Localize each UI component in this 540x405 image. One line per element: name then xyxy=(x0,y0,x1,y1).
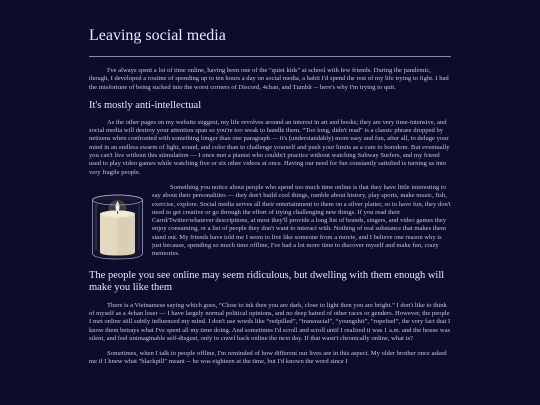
section-heading-online-people: The people you see online may seem ridiculous, but dwelling with them enough will make you like them xyxy=(89,269,445,294)
section1-paragraph-2: Something you notice about people who spend too much time online is that they have little interesting to say about their personalities — they don't build cool things, ramble about history, play sports, make music, fish, exercise, explore. Social media serves all their entertainment to them on a silver platter, so to have fun, they don't need to get creative or go through the effort of trying challenging new things. If you read their Carrd/Twitter/whatever descriptions, at most they'll provide a long list of brands, singers, and video games they enjoy consuming, or a list of people they don't want to interact with. Nothing of real substance that makes them stand out. My friends have told me I seem to live like someone from a movie, and I believe one reason why is just because, spending so much time offline, I've had a lot more time to discover myself and make fun, crazy memories. xyxy=(152,183,451,258)
figure-wrap xyxy=(89,184,451,266)
section2-paragraph-1: There is a Vietnamese saying which goes, “Close to ink then you are dark, close to light then you are bright.” I don't like to think of myself as a 4chan loser — I have largely normal political opinions, and no deep hatred of other races or genders. However, the people I met online still subtly influenced my mind. I don't use words like “redpilled”, “transracial”, “youngshit”, “ropefuel”, the very fact that I know them betrays what I've spent all my time doing. And sometimes I'd scroll and scroll until I realized it was 1 a.m. and the house was silent, and feel unimaginable self-disgust, only to crawl back online the next day. If that wasn't chronically online, what is? xyxy=(89,301,451,342)
title-divider xyxy=(89,56,451,57)
section-heading-anti-intellectual: It's mostly anti-intellectual xyxy=(89,99,202,111)
intro-paragraph: I've always spent a lot of time online, having been one of the "quiet kids" at school with few friends. During the pandemic, though, I developed a routine of spending up to ten hours a day on social media, a habit I'd spend the rest of my life trying to fight. I had the misfortune of being sucked into the worst corners of Discord, 4chan, and Tumblr -- here's why I'm trying to quit. xyxy=(89,67,449,91)
section1-paragraph-1: As the other pages on my website suggest, my life revolves around an interest in art and books; they are very time-intensive, and social media will destroy your attention span so you're too weak to handle them. “Too long, didn't read” is a classic phrase dropped by netizens when confronted with something longer than one paragraph — it's (understandably) more easy and fun, after all, to deluge your mind in an endless swarm of light, sound, and color than to challenge yourself and push your limits as a cure to boredom. But eventually you can't live without this stimulation — I once met a pianist who couldn't practice without watching Subway Surfers, and my friend used to play video games while watching five or six other videos at once. Having our need for fun constantly satisfied is turning us into very fragile people. xyxy=(89,118,450,176)
article xyxy=(89,26,451,374)
page-title: Leaving social media xyxy=(89,27,226,44)
section2-paragraph-2: Sometimes, when I talk to people offline, I'm reminded of how different our lives are in this aspect. My older brother once asked me if I knew what "blackpill" meant -- he was eighteen at the time, but I'd known the word since I xyxy=(89,350,447,366)
candle-in-glass-icon xyxy=(89,190,146,262)
